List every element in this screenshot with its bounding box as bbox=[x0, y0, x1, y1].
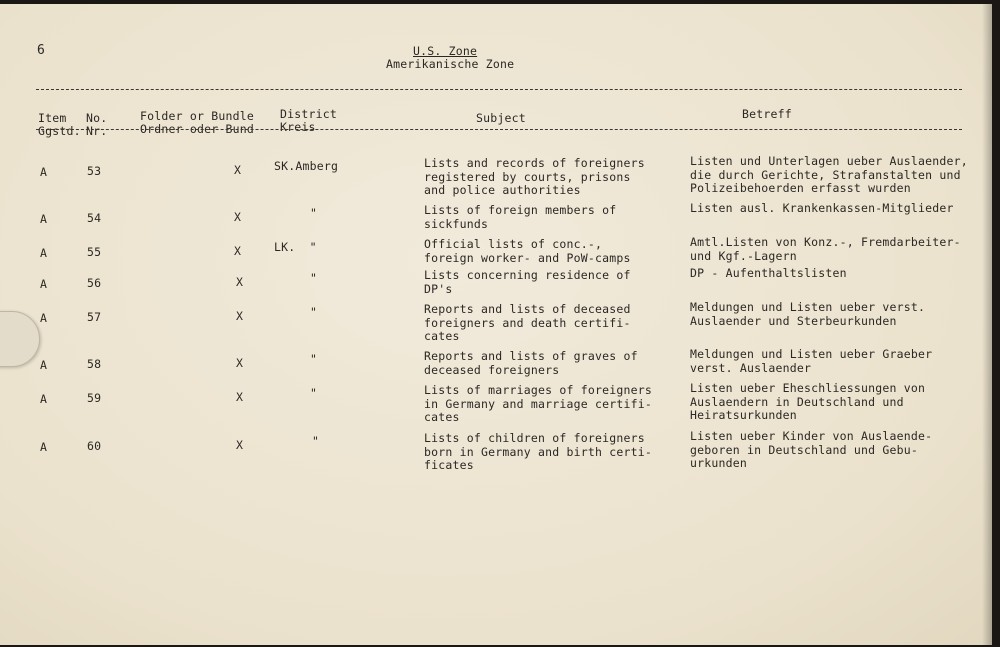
row-folder: X bbox=[236, 309, 244, 323]
col-header-subject: Subject bbox=[476, 111, 526, 125]
row-item: A bbox=[40, 246, 48, 260]
col-header-folder-de: Ordner oder Bund bbox=[140, 122, 254, 136]
col-header-no-de: Nr. bbox=[86, 124, 108, 138]
row-betreff: Listen ueber Kinder von Auslaende- geboren in Deutschland und Gebu- urkunden bbox=[690, 429, 933, 470]
row-district: " bbox=[310, 305, 318, 319]
row-district: " bbox=[312, 434, 320, 448]
row-subject: Lists concerning residence of DP's bbox=[424, 268, 631, 296]
row-number: 57 bbox=[87, 310, 102, 324]
page-number: 6 bbox=[37, 43, 46, 58]
row-item: A bbox=[40, 311, 48, 325]
row-district: " bbox=[310, 271, 318, 285]
col-header-folder: Folder or Bundle bbox=[140, 109, 254, 123]
row-district: " bbox=[310, 386, 318, 400]
page-subtitle: Amerikanische Zone bbox=[386, 57, 515, 71]
col-header-district-de: Kreis bbox=[280, 120, 316, 134]
row-number: 60 bbox=[87, 439, 102, 453]
row-subject: Lists of foreign members of sickfunds bbox=[424, 203, 617, 231]
row-betreff: Meldungen und Listen ueber Graeber verst. Auslaender bbox=[690, 347, 933, 375]
row-item: A bbox=[40, 277, 48, 291]
row-subject: Lists of children of foreigners born in Germany and birth certi- ficates bbox=[424, 431, 652, 472]
row-district: SK.Amberg bbox=[274, 159, 339, 173]
row-folder: X bbox=[234, 163, 242, 177]
row-betreff: Listen ausl. Krankenkassen-Mitglieder bbox=[690, 201, 954, 215]
row-number: 54 bbox=[87, 211, 102, 225]
row-subject: Reports and lists of graves of deceased foreigners bbox=[424, 349, 638, 377]
row-folder: X bbox=[234, 244, 242, 258]
document-page bbox=[0, 4, 992, 645]
row-folder: X bbox=[236, 275, 244, 289]
row-subject: Reports and lists of deceased foreigners and death certifi- cates bbox=[424, 302, 631, 343]
row-folder: X bbox=[236, 438, 244, 452]
row-district: " bbox=[310, 352, 318, 366]
header-top-rule bbox=[36, 89, 962, 90]
col-header-item-de: Ggstd. bbox=[38, 124, 81, 138]
row-betreff: Amtl.Listen von Konz.-, Fremdarbeiter- und Kgf.-Lagern bbox=[690, 235, 961, 263]
row-item: A bbox=[40, 212, 48, 226]
row-number: 58 bbox=[87, 357, 102, 371]
row-number: 55 bbox=[87, 245, 102, 259]
row-folder: X bbox=[236, 390, 244, 404]
page-title: U.S. Zone bbox=[413, 44, 478, 58]
row-item: A bbox=[40, 440, 48, 454]
row-betreff: Meldungen und Listen ueber verst. Auslaender und Sterbeurkunden bbox=[690, 300, 926, 328]
row-district: " bbox=[310, 206, 318, 220]
row-item: A bbox=[40, 358, 48, 372]
row-district: LK. " bbox=[274, 240, 317, 254]
row-folder: X bbox=[234, 210, 242, 224]
row-betreff: Listen und Unterlagen ueber Auslaender, die durch Gerichte, Strafanstalten und Polizeibehoerden erfasst wurden bbox=[690, 154, 968, 195]
row-item: A bbox=[40, 165, 48, 179]
page-edge-shadow bbox=[982, 4, 992, 645]
row-subject: Lists of marriages of foreigners in Germany and marriage certifi- cates bbox=[424, 383, 652, 424]
row-subject: Official lists of conc.-, foreign worker- and PoW-camps bbox=[424, 237, 631, 265]
col-header-betreff: Betreff bbox=[742, 107, 792, 121]
row-folder: X bbox=[236, 356, 244, 370]
header-bottom-rule bbox=[36, 129, 962, 130]
row-subject: Lists and records of foreigners registered by courts, prisons and police authorities bbox=[424, 156, 645, 197]
row-betreff: DP - Aufenthaltslisten bbox=[690, 266, 847, 280]
col-header-district: District bbox=[280, 107, 337, 121]
row-number: 59 bbox=[87, 391, 102, 405]
row-number: 56 bbox=[87, 276, 102, 290]
col-header-item: Item bbox=[38, 111, 67, 125]
index-tab bbox=[0, 311, 40, 367]
col-header-no: No. bbox=[86, 111, 108, 125]
row-item: A bbox=[40, 392, 48, 406]
row-number: 53 bbox=[87, 164, 102, 178]
row-betreff: Listen ueber Eheschliessungen von Auslaendern in Deutschland und Heiratsurkunden bbox=[690, 381, 926, 422]
